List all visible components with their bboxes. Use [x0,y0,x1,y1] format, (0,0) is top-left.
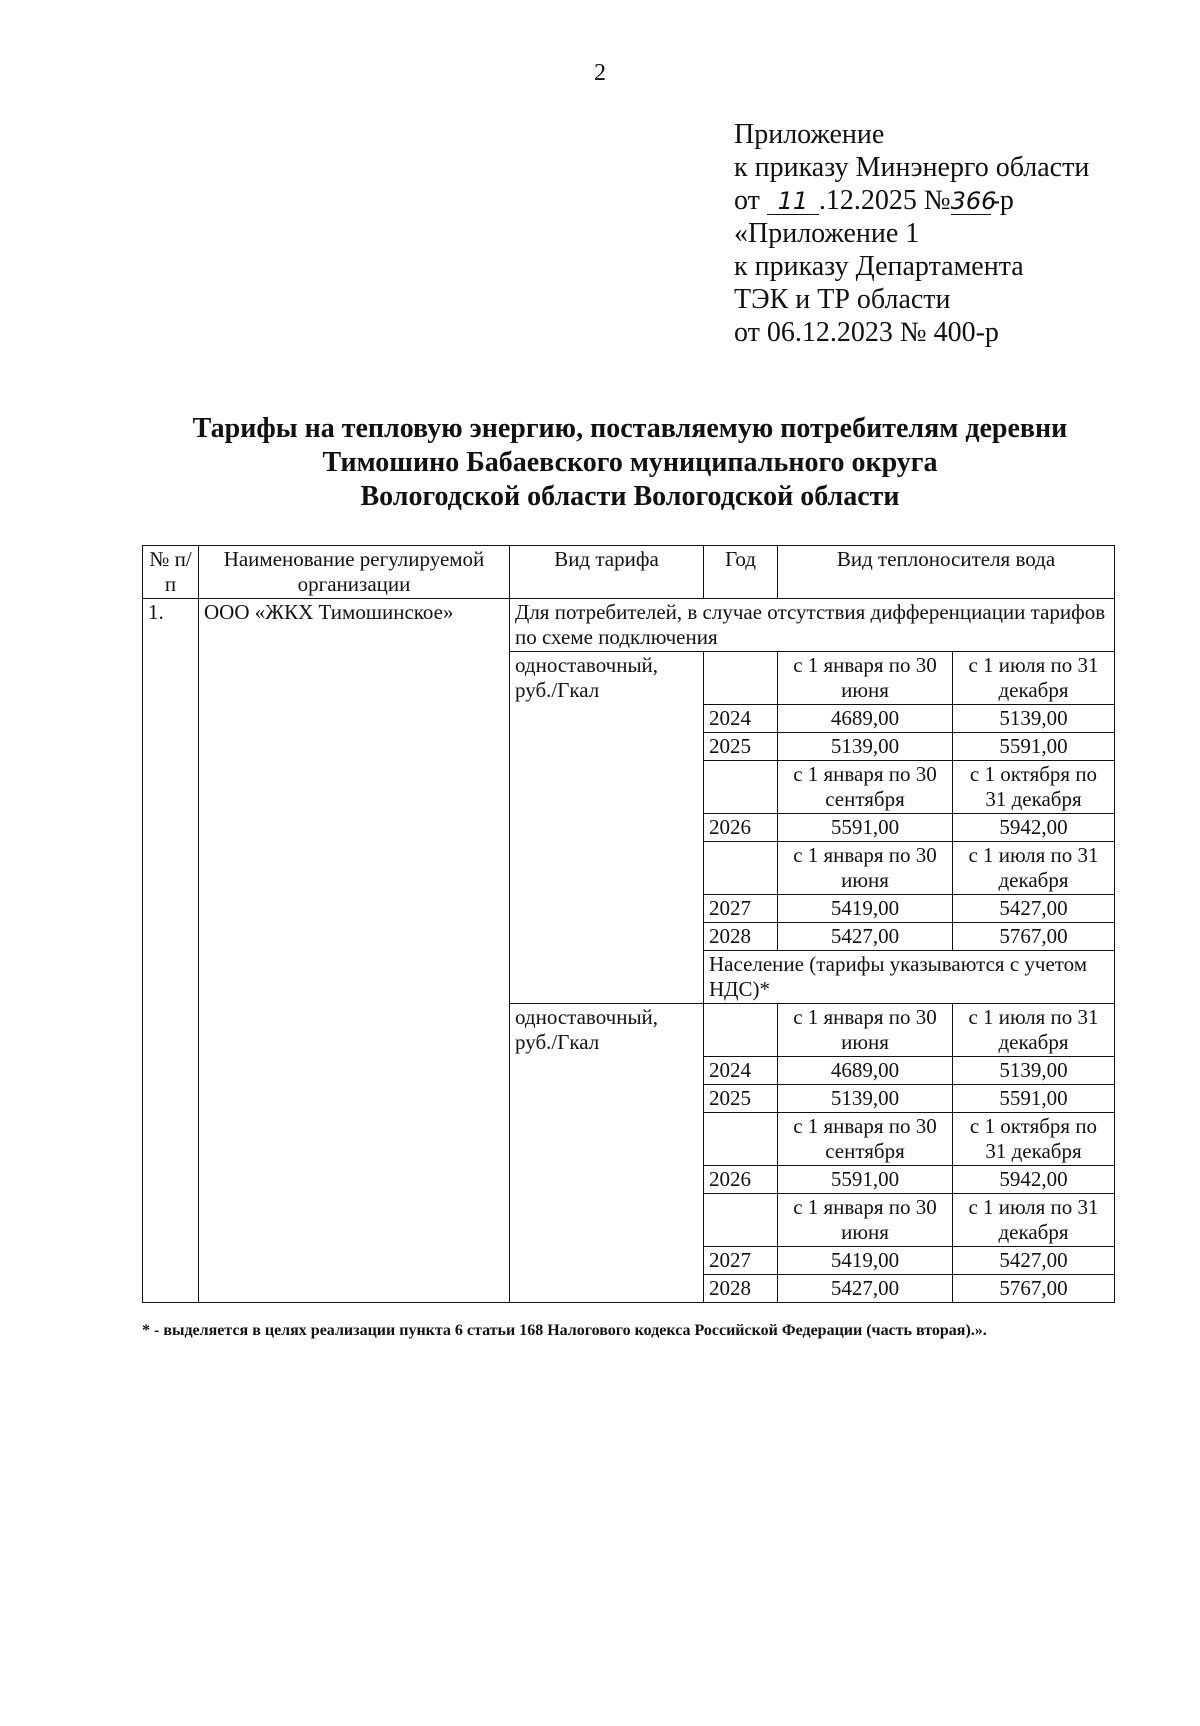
value-cell: 5942,00 [953,1166,1115,1194]
appendix-line: к приказу Минэнерго области [734,152,1090,183]
year-cell: 2024 [704,1057,778,1085]
value-cell: 5139,00 [778,733,953,761]
appendix-block [734,118,1089,349]
period-cell: с 1 июля по 31 декабря [953,842,1115,895]
year-cell: 2027 [704,895,778,923]
year-cell-empty [704,761,778,814]
footnote: * - выделяется в целях реализации пункта 6 статьи 168 Налогового кодекса Российской Федерации (часть вторая).». [142,1322,987,1339]
header-year: Год [704,546,778,599]
organization-name: ООО «ЖКХ Тимошинское» [199,599,510,1303]
tariff-table [142,545,1115,1303]
value-cell: 5419,00 [778,895,953,923]
value-cell: 4689,00 [778,1057,953,1085]
period-cell: с 1 июля по 31 декабря [953,1194,1115,1247]
section-title-row [143,599,1115,652]
value-cell: 5591,00 [953,733,1115,761]
appendix-line: от 06.12.2023 № 400-р [734,317,999,348]
period-cell: с 1 января по 30 июня [778,1004,953,1057]
year-cell-empty [704,652,778,705]
appendix-line: Приложение [734,119,885,150]
year-cell-empty [704,1004,778,1057]
header-num: № п/п [143,546,199,599]
value-cell: 5427,00 [953,1247,1115,1275]
appendix-line: ТЭК и ТР области [734,284,951,315]
period-cell: с 1 января по 30 июня [778,842,953,895]
title-line: Вологодской области Вологодской области [360,481,900,512]
page-number: 2 [594,60,606,86]
year-cell: 2027 [704,1247,778,1275]
title-line: Тарифы на тепловую энергию, поставляемую потребителям деревни [192,413,1068,444]
year-cell: 2028 [704,923,778,951]
period-cell: с 1 октября по 31 декабря [953,761,1115,814]
period-cell: с 1 января по 30 сентября [778,1113,953,1166]
period-cell: с 1 января по 30 июня [778,1194,953,1247]
year-cell: 2028 [704,1275,778,1303]
appendix-date-mid: .12.2025 № [818,185,951,216]
handwritten-day: 11 [767,188,819,215]
value-cell: 5942,00 [953,814,1115,842]
header-org: Наименование регулируемой организации [199,546,510,599]
value-cell: 5591,00 [778,1166,953,1194]
year-cell: 2026 [704,814,778,842]
value-cell: 4689,00 [778,705,953,733]
row-number: 1. [143,599,199,1303]
header-carrier: Вид теплоносителя вода [778,546,1115,599]
value-cell: 5591,00 [953,1085,1115,1113]
year-cell-empty [704,1113,778,1166]
value-cell: 5767,00 [953,923,1115,951]
value-cell: 5427,00 [778,923,953,951]
value-cell: 5139,00 [778,1085,953,1113]
tariff-type: одноставочный, руб./Гкал [510,1004,704,1303]
value-cell: 5427,00 [778,1275,953,1303]
period-cell: с 1 июля по 31 декабря [953,652,1115,705]
title-line: Тимошино Бабаевского муниципального округа [322,447,938,478]
appendix-line: к приказу Департамента [734,251,1024,282]
value-cell: 5419,00 [778,1247,953,1275]
year-cell: 2025 [704,1085,778,1113]
period-cell: с 1 января по 30 сентября [778,761,953,814]
appendix-date-line [734,184,1089,217]
section-title: Население (тарифы указываются с учетом НДС)* [704,951,1115,1004]
appendix-line: «Приложение 1 [734,218,920,249]
document-title [150,412,1110,514]
table-header-row [143,546,1115,599]
year-cell: 2024 [704,705,778,733]
year-cell: 2025 [704,733,778,761]
year-cell-empty [704,1194,778,1247]
tariff-type: одноставочный, руб./Гкал [510,652,704,1004]
appendix-date-prefix: от [734,185,760,216]
value-cell: 5139,00 [953,705,1115,733]
period-cell: с 1 июля по 31 декабря [953,1004,1115,1057]
value-cell: 5767,00 [953,1275,1115,1303]
value-cell: 5427,00 [953,895,1115,923]
period-cell: с 1 октября по 31 декабря [953,1113,1115,1166]
appendix-date-suffix: -р [990,185,1014,216]
year-cell: 2026 [704,1166,778,1194]
year-cell-empty [704,842,778,895]
header-tariff-type: Вид тарифа [510,546,704,599]
period-cell: с 1 января по 30 июня [778,652,953,705]
value-cell: 5591,00 [778,814,953,842]
handwritten-order-number: 366 [950,187,997,215]
section-title: Для потребителей, в случае отсутствия дифференциации тарифов по схеме подключения [510,599,1115,652]
value-cell: 5139,00 [953,1057,1115,1085]
